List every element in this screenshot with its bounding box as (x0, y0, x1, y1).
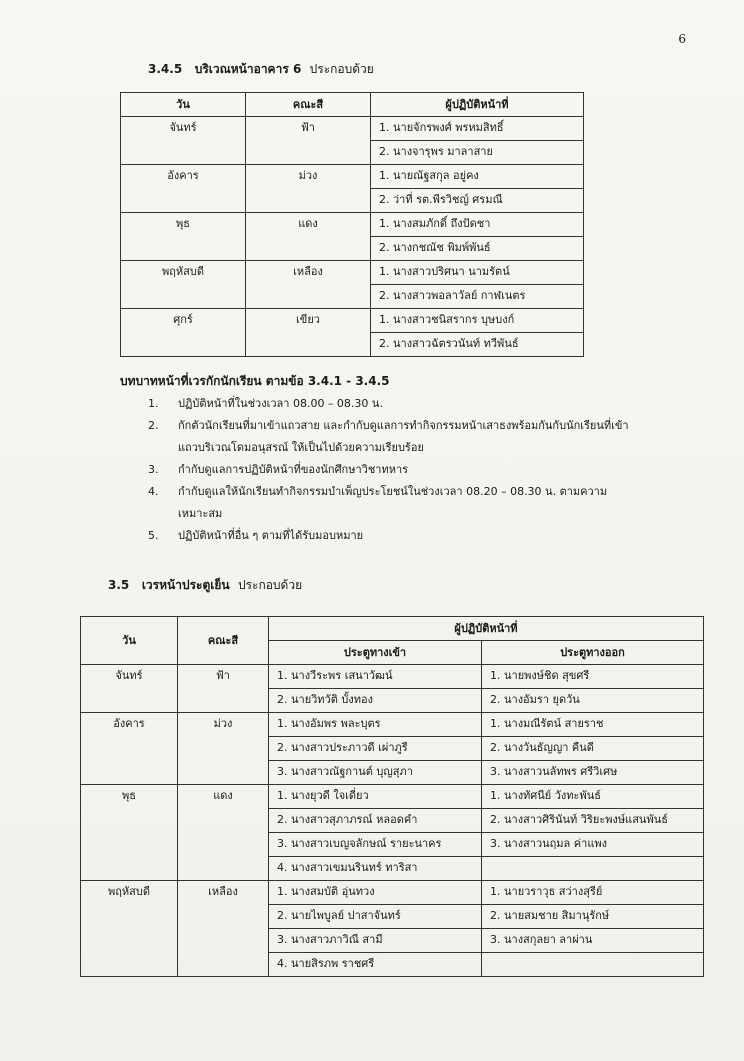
staff-cell: 2. นางสาวฉัตรวนันท์ ทวีพันธ์ (371, 333, 584, 357)
entrance-staff-cell: 2. นางสาวสุภาภรณ์ หลอดคำ (269, 809, 482, 833)
day-cell: อังคาร (121, 165, 246, 213)
color-cell: เหลือง (246, 261, 371, 309)
exit-staff-cell (482, 953, 704, 977)
staff-cell: 2. นางกชณัช พิมพ์พันธ์ (371, 237, 584, 261)
entrance-staff-cell: 1. นางอัมพร พละบุตร (269, 713, 482, 737)
duties-list (148, 393, 708, 547)
staff-cell: 2. นางจารุพร มาลาสาย (371, 141, 584, 165)
day-cell: อังคาร (81, 713, 178, 785)
header-day: วัน (81, 617, 178, 665)
staff-cell: 1. นายจักรพงศ์ พรหมสิทธิ์ (371, 117, 584, 141)
color-cell: ฟ้า (178, 665, 269, 713)
day-cell: จันทร์ (81, 665, 178, 713)
duty-item: 4. กำกับดูแลให้นักเรียนทำกิจกรรมบำเพ็ญประโยชน์ในช่วงเวลา 08.20 – 08.30 น. ตามความ เหมาะสม (148, 485, 608, 520)
exit-staff-cell: 1. นางมณีรัตน์ สายราช (482, 713, 704, 737)
building-6-duty-table (120, 92, 584, 357)
section-3-5-heading (108, 576, 302, 595)
color-cell: ม่วง (178, 713, 269, 785)
duty-item: 1. ปฏิบัติหน้าที่ในช่วงเวลา 08.00 – 08.30 น. (148, 397, 383, 410)
staff-cell: 1. นายณัฐสกุล อยู่คง (371, 165, 584, 189)
day-cell: จันทร์ (121, 117, 246, 165)
entrance-staff-cell: 1. นางสมบัติ อุ่นทวง (269, 881, 482, 905)
exit-staff-cell: 1. นางทัศนีย์ วังทะพันธ์ (482, 785, 704, 809)
entrance-staff-cell: 3. นางสาวภาวิณี สามี (269, 929, 482, 953)
staff-cell: 1. นางสมภักดิ์ ถึงปัดชา (371, 213, 584, 237)
section-suffix: ประกอบด้วย (309, 62, 374, 76)
staff-cell: 2. ว่าที่ รต.พีรวิชญ์ ศรมณี (371, 189, 584, 213)
exit-staff-cell: 2. นางอัมรา ยุดวัน (482, 689, 704, 713)
color-cell: เหลือง (178, 881, 269, 977)
day-cell: พฤหัสบดี (81, 881, 178, 977)
exit-staff-cell (482, 857, 704, 881)
duties-heading: บทบาทหน้าที่เวรกักนักเรียน ตามข้อ 3.4.1 - 3.4.5 (120, 374, 390, 388)
day-cell: ศุกร์ (121, 309, 246, 357)
duty-item: 2. กักตัวนักเรียนที่มาเข้าแถวสาย และกำกับดูแลการทำกิจกรรมหน้าเสาธงพร้อมกันกับนักเรียนที่เข้า แถวบริเวณโดมอนุสรณ์ ให้เป็นไปด้วยความเรียบร้อย (148, 419, 629, 454)
section-suffix: ประกอบด้วย (237, 578, 303, 592)
entrance-staff-cell: 3. นางสาวณัฐกานต์ บุญสุภา (269, 761, 482, 785)
day-cell: พุธ (121, 213, 246, 261)
color-cell: เขียว (246, 309, 371, 357)
entrance-staff-cell: 4. นายสิรภพ ราชศรี (269, 953, 482, 977)
exit-staff-cell: 3. นางสกุลยา ลาผ่าน (482, 929, 704, 953)
color-cell: แดง (178, 785, 269, 881)
entrance-staff-cell: 2. นางสาวประภาวดี เผ่าภูรี (269, 737, 482, 761)
section-title: เวรหน้าประตูเย็น (141, 578, 230, 592)
header-entrance-gate: ประตูทางเข้า (269, 641, 482, 665)
section-title: บริเวณหน้าอาคาร 6 (194, 62, 302, 76)
entrance-staff-cell: 3. นางสาวเบญจลักษณ์ รายะนาคร (269, 833, 482, 857)
staff-cell: 1. นางสาวชนิสรากร บุษบงก์ (371, 309, 584, 333)
duty-item: 3. กำกับดูแลการปฏิบัติหน้าที่ของนักศึกษาวิชาทหาร (148, 463, 409, 476)
header-color: คณะสี (246, 93, 371, 117)
duty-item: 5. ปฏิบัติหน้าที่อื่น ๆ ตามที่ได้รับมอบหมาย (148, 529, 364, 542)
exit-staff-cell: 3. นางสาวนฤมล ค่าแพง (482, 833, 704, 857)
section-number: 3.5 (108, 578, 130, 592)
header-exit-gate: ประตูทางออก (482, 641, 704, 665)
section-3-4-5-heading (148, 60, 374, 79)
header-staff: ผู้ปฏิบัติหน้าที่ (269, 617, 704, 641)
entrance-staff-cell: 2. นายไพบูลย์ ปาสาจันทร์ (269, 905, 482, 929)
exit-staff-cell: 2. นางวันธัญญา คืนดี (482, 737, 704, 761)
section-number: 3.4.5 (148, 62, 183, 76)
header-staff: ผู้ปฏิบัติหน้าที่ (371, 93, 584, 117)
entrance-staff-cell: 2. นายวิทวัติ บั้งทอง (269, 689, 482, 713)
entrance-staff-cell: 1. นางยุวดี ใจเดี่ยว (269, 785, 482, 809)
header-day: วัน (121, 93, 246, 117)
entrance-staff-cell: 4. นางสาวเขมนรินทร์ ทาริสา (269, 857, 482, 881)
day-cell: พุธ (81, 785, 178, 881)
color-cell: ฟ้า (246, 117, 371, 165)
color-cell: แดง (246, 213, 371, 261)
exit-staff-cell: 1. นายพงษ์ชิด สุขศรี (482, 665, 704, 689)
color-cell: ม่วง (246, 165, 371, 213)
exit-staff-cell: 1. นายวราวุธ สว่างสุรีย์ (482, 881, 704, 905)
exit-staff-cell: 2. นายสมชาย สิมานุรักษ์ (482, 905, 704, 929)
header-color: คณะสี (178, 617, 269, 665)
day-cell: พฤหัสบดี (121, 261, 246, 309)
staff-cell: 1. นางสาวปริศนา นามรัตน์ (371, 261, 584, 285)
page-number: 6 (678, 32, 686, 46)
staff-cell: 2. นางสาวพอลาวัลย์ กาฬเนตร (371, 285, 584, 309)
exit-staff-cell: 2. นางสาวศิรินันท์ วิริยะพงษ์แสนพันธ์ (482, 809, 704, 833)
exit-staff-cell: 3. นางสาวนลัทพร ศรีวิเศษ (482, 761, 704, 785)
entrance-staff-cell: 1. นางวีระพร เสนาวัฒน์ (269, 665, 482, 689)
evening-gate-duty-table (80, 616, 704, 977)
